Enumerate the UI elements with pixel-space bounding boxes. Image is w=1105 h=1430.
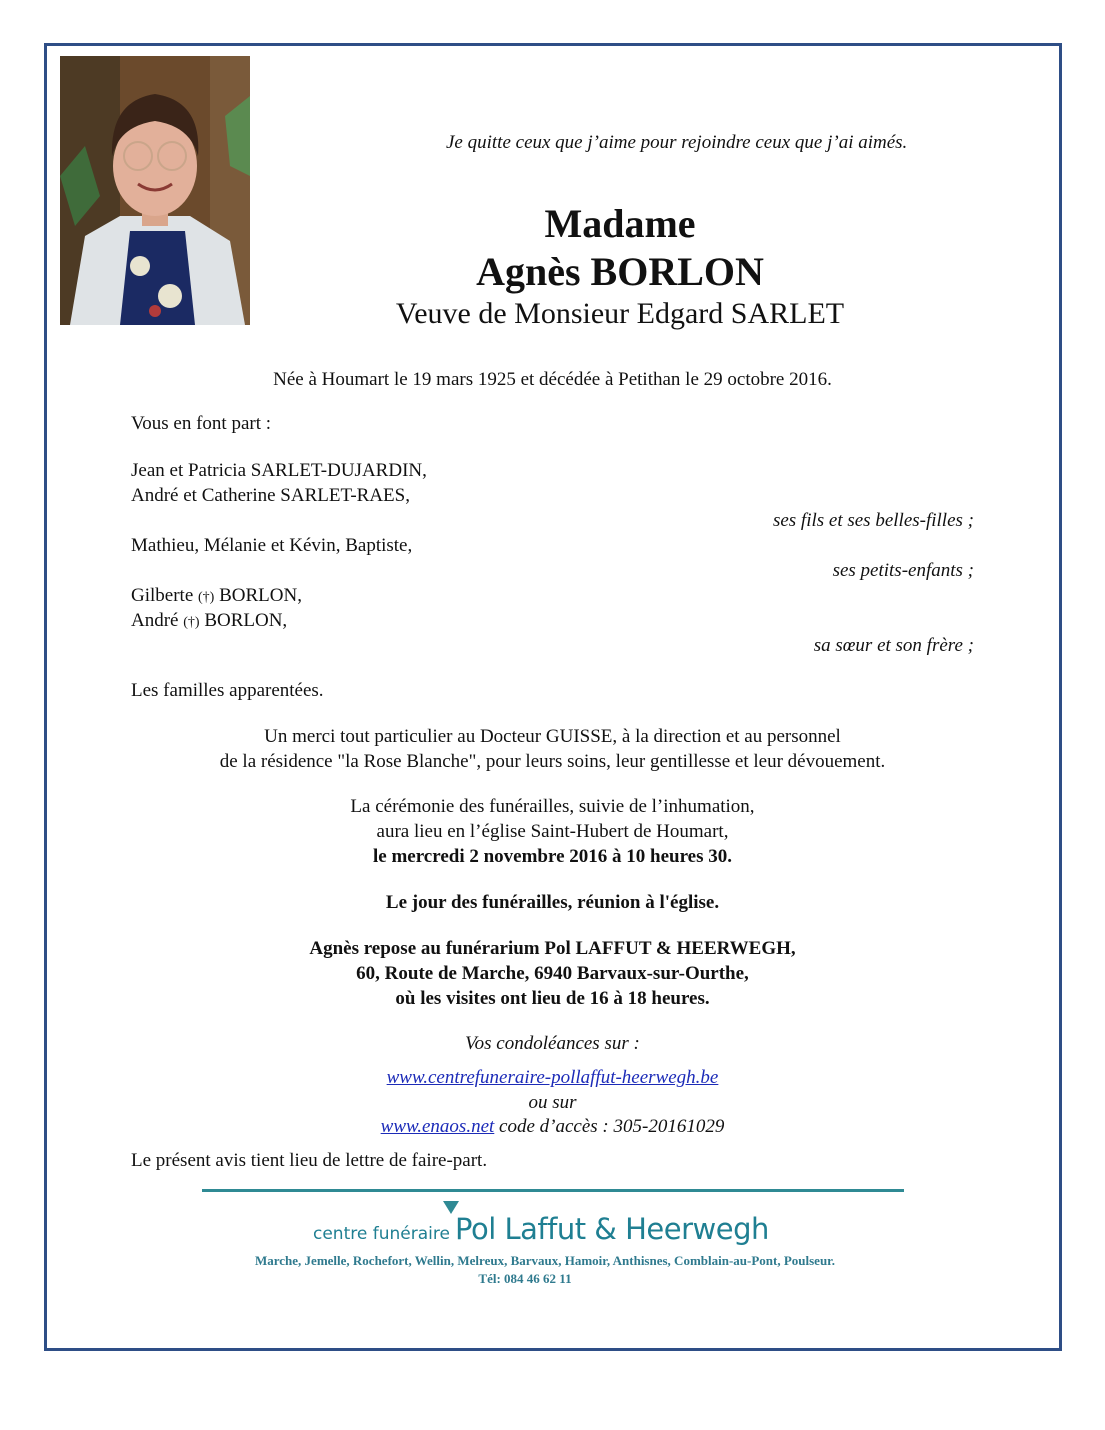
deceased-name: Agnès BORLON	[476, 249, 764, 294]
or-on: ou sur	[528, 1092, 577, 1113]
rest-line-3: où les visites ont lieu de 16 à 18 heures.	[395, 988, 710, 1009]
sibling-line-2	[131, 610, 287, 632]
logo-locations: Marche, Jemelle, Rochefort, Wellin, Melreux, Barvaux, Hamoir, Anthisnes, Comblain-au-Pont, Poulseur.	[254, 1253, 836, 1268]
logo-small-text: centre funéraire	[313, 1224, 450, 1244]
sibling-1-first: Gilberte	[131, 585, 194, 606]
logo-company-name: Pol Laffut & Heerwegh	[455, 1212, 769, 1246]
condolences-link-row	[0, 1067, 1105, 1089]
grandchildren-role: ses petits-enfants ;	[832, 560, 974, 581]
ceremony-date: le mercredi 2 novembre 2016 à 10 heures 30.	[372, 846, 732, 867]
siblings-role: sa sœur et son frère ;	[813, 635, 974, 656]
meeting-line: Le jour des funérailles, réunion à l'église.	[385, 892, 720, 913]
funeral-center-link[interactable]: www.centrefuneraire-pollaffut-heerwegh.be	[386, 1067, 719, 1088]
enaos-link[interactable]: www.enaos.net	[380, 1116, 495, 1137]
epigraph: Je quitte ceux que j’aime pour rejoindre ceux que j’ai aimés.	[446, 132, 908, 153]
notice-line: Le présent avis tient lieu de lettre de faire-part.	[131, 1150, 488, 1171]
sons-role: ses fils et ses belles-filles ;	[772, 510, 974, 531]
access-code: code d’accès : 305-20161029	[499, 1116, 725, 1137]
sons-line-2: André et Catherine SARLET-RAES,	[131, 485, 410, 506]
related-families: Les familles apparentées.	[131, 680, 324, 701]
sibling-2-last: BORLON,	[204, 610, 288, 631]
honorific-title: Madame	[544, 201, 696, 246]
ceremony-line-2: aura lieu en l’église Saint-Hubert de Houmart,	[376, 821, 729, 842]
condolences-heading: Vos condoléances sur :	[465, 1033, 640, 1054]
thanks-line-2: de la résidence "la Rose Blanche", pour leurs soins, leur gentillesse et leur dévouement.	[219, 751, 886, 772]
logo-phone: Tél: 084 46 62 11	[478, 1271, 572, 1286]
rest-line-1: Agnès repose au funérarium Pol LAFFUT & HEERWEGH,	[309, 938, 796, 959]
spouse-line: Veuve de Monsieur Edgard SARLET	[395, 297, 845, 330]
rest-line-2: 60, Route de Marche, 6940 Barvaux-sur-Ourthe,	[356, 963, 749, 984]
announcement: Vous en font part :	[131, 413, 272, 434]
sibling-line-1	[131, 585, 302, 607]
logo-divider	[202, 1189, 904, 1192]
sibling-1-last: BORLON,	[219, 585, 302, 606]
birth-death-line: Née à Houmart le 19 mars 1925 et décédée à Petithan le 29 octobre 2016.	[273, 369, 832, 390]
dagger-icon: (†)	[183, 615, 200, 630]
enaos-row	[0, 1116, 1105, 1138]
sibling-2-first: André	[131, 610, 179, 631]
sons-line-1: Jean et Patricia SARLET-DUJARDIN,	[131, 460, 427, 481]
thanks-line-1: Un merci tout particulier au Docteur GUISSE, à la direction et au personnel	[264, 726, 841, 747]
grandchildren-line: Mathieu, Mélanie et Kévin, Baptiste,	[131, 535, 413, 556]
portrait-photo	[60, 56, 250, 325]
dagger-icon: (†)	[198, 590, 215, 605]
ceremony-line-1: La cérémonie des funérailles, suivie de l’inhumation,	[350, 796, 755, 817]
